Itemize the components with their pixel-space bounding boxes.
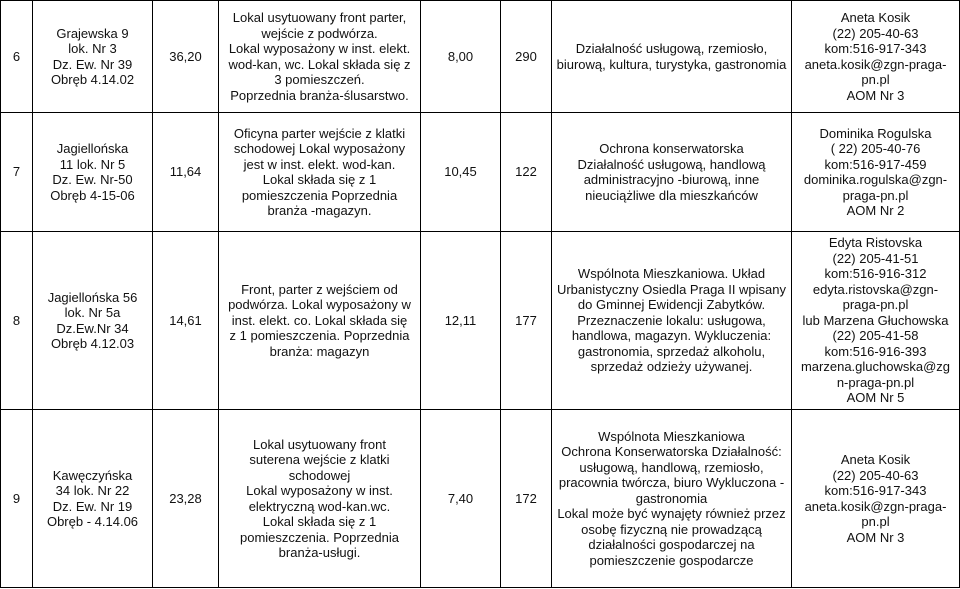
purpose-cell-line: do Gminnej Ewidencji Zabytków.: [577, 297, 766, 313]
address-cell-line: 11 lok. Nr 5: [59, 156, 126, 172]
price-cell: 172: [501, 410, 552, 588]
purpose-cell: [552, 113, 792, 232]
purpose-cell-line: pomieszczenie gospodarcze: [589, 552, 754, 568]
purpose-cell-line: gastronomia: [635, 490, 708, 506]
description-cell-line: schodowej: [288, 467, 351, 483]
description-cell-line: jest w inst. elekt. wod-kan.: [243, 156, 396, 172]
contact-cell-line: aneta.kosik@zgn-praga-: [804, 498, 947, 514]
row-number: 6: [1, 1, 33, 113]
purpose-cell-line: Urbanistyczny Osiedla Praga II wpisany: [556, 281, 787, 297]
contact-cell-line: lub Marzena Głuchowska: [802, 312, 949, 328]
price-cell: 177: [501, 232, 552, 410]
address-cell-line: Obręb 4-15-06: [50, 187, 135, 203]
purpose-cell-line: administracyjno -biurową, inne: [583, 172, 760, 187]
address-cell-line: Obręb 4.14.02: [50, 72, 135, 87]
address-cell-line: Jagiellońska: [56, 141, 129, 156]
address-cell: [33, 410, 153, 588]
address-cell-line: Kawęczyńska: [52, 467, 133, 483]
purpose-cell-line: Działalność usługową, rzemiosło,: [575, 41, 768, 56]
area-cell: 23,28: [153, 410, 219, 588]
address-cell-line: Dz.Ew.Nr 34: [56, 320, 129, 336]
area-cell: 14,61: [153, 232, 219, 410]
rate-cell: 10,45: [421, 113, 501, 232]
contact-cell-line: (22) 205-41-51: [832, 250, 919, 266]
purpose-cell-line: Wspólnota Mieszkaniowa. Układ: [577, 266, 766, 282]
contact-cell-line: kom:516-916-393: [824, 343, 927, 359]
description-cell-line: wod-kan, wc. Lokal składa się z: [228, 56, 411, 72]
description-cell: [219, 410, 421, 588]
purpose-cell-line: usługową, handlową, rzemiosło,: [579, 459, 764, 475]
description-cell-line: inst. elekt. co. Lokal składa się: [231, 312, 408, 328]
description-cell-line: Lokal wyposażony w inst. elekt.: [228, 41, 411, 56]
purpose-cell-line: nieuciążliwe dla mieszkańców: [585, 187, 758, 203]
table-row: [1, 232, 960, 410]
row-number: 9: [1, 410, 33, 588]
contact-cell-line: praga-pn.pl: [842, 187, 909, 203]
contact-cell-line: AOM Nr 5: [846, 390, 905, 406]
rate-cell: 8,00: [421, 1, 501, 113]
description-cell: [219, 113, 421, 232]
contact-cell-line: marzena.gluchowska@zg: [800, 359, 951, 375]
contact-cell-line: n-praga-pn.pl: [836, 374, 915, 390]
address-cell: [33, 232, 153, 410]
contact-cell-line: kom:516-916-312: [824, 266, 927, 282]
contact-cell-line: (22) 205-40-63: [832, 467, 919, 483]
description-cell-line: Lokal wyposażony w inst.: [246, 483, 393, 498]
table-row: [1, 113, 960, 232]
description-cell-line: Poprzednia branża-ślusarstwo.: [230, 87, 409, 103]
rate-cell: 7,40: [421, 410, 501, 588]
purpose-cell-line: Przeznaczenie lokalu: usługowa,: [577, 312, 766, 328]
area-cell: 11,64: [153, 113, 219, 232]
address-cell-line: Obręb 4.12.03: [50, 336, 135, 351]
purpose-cell-line: Lokal może być wynajęty również przez: [557, 506, 786, 522]
purpose-cell-line: pracownia twórcza, biuro Wykluczona -: [558, 475, 785, 491]
description-cell-line: 3 pomieszczeń.: [274, 72, 365, 87]
contact-cell-line: (22) 205-40-63: [832, 25, 919, 41]
contact-cell: [792, 113, 960, 232]
description-cell-line: pomieszczenia Poprzednia: [241, 187, 398, 203]
price-cell: 290: [501, 1, 552, 113]
table-row: [1, 410, 960, 588]
contact-cell-line: AOM Nr 3: [846, 529, 905, 545]
contact-cell-line: dominika.rogulska@zgn-: [803, 172, 948, 187]
contact-cell-line: kom:516-917-343: [824, 483, 927, 498]
contact-cell: [792, 232, 960, 410]
purpose-cell-line: Wspólnota Mieszkaniowa: [598, 428, 745, 444]
description-cell-line: suterena wejście z klatki: [249, 452, 390, 467]
contact-cell-line: praga-pn.pl: [842, 297, 909, 313]
purpose-cell-line: handlowa, magazyn. Wykluczenia:: [571, 328, 772, 344]
description-cell-line: pomieszczenia. Poprzednia: [240, 529, 399, 545]
description-cell-line: wejście z podwórza.: [261, 25, 378, 41]
address-cell-line: 34 lok. Nr 22: [55, 483, 130, 498]
area-cell: 36,20: [153, 1, 219, 113]
contact-cell-line: AOM Nr 3: [846, 87, 905, 103]
rate-cell: 12,11: [421, 232, 501, 410]
contact-cell-line: (22) 205-41-58: [832, 328, 919, 344]
address-cell-line: Obręb - 4.14.06: [46, 514, 139, 529]
description-cell-line: z 1 pomieszczenia. Poprzednia: [229, 328, 410, 344]
contact-cell-line: Aneta Kosik: [840, 10, 911, 25]
row-number: 8: [1, 232, 33, 410]
description-cell-line: Lokal usytuowany front: [253, 436, 386, 452]
address-cell: [33, 1, 153, 113]
description-cell-line: branża -magazyn.: [267, 203, 372, 218]
address-cell-line: lok. Nr 5a: [64, 305, 121, 320]
contact-cell-line: Edyta Ristovska: [828, 235, 923, 251]
contact-cell-line: ( 22) 205-40-76: [830, 141, 921, 156]
description-cell-line: Oficyna parter wejście z klatki: [233, 125, 406, 141]
contact-cell: [792, 1, 960, 113]
address-cell: [33, 113, 153, 232]
purpose-cell-line: działalności gospodarczej na: [588, 537, 755, 553]
purpose-cell: [552, 1, 792, 113]
contact-cell-line: AOM Nr 2: [846, 203, 905, 218]
purpose-cell-line: sprzedaż odzieży używanej.: [590, 359, 753, 375]
purpose-cell-line: biurową, kultura, turystyka, gastronomia: [556, 56, 787, 72]
purpose-cell-line: gastronomia, sprzedaż alkoholu,: [577, 343, 766, 359]
address-cell-line: lok. Nr 3: [68, 41, 117, 56]
description-cell-line: branża: magazyn: [269, 343, 370, 359]
address-cell-line: Jagiellońska 56: [47, 289, 138, 305]
purpose-cell-line: Ochrona Konserwatorska Działalność:: [561, 444, 782, 460]
contact-cell-line: aneta.kosik@zgn-praga-: [804, 56, 947, 72]
description-cell-line: Lokal usytuowany front parter,: [232, 10, 407, 25]
address-cell-line: Dz. Ew. Nr-50: [52, 172, 133, 187]
description-cell: [219, 1, 421, 113]
purpose-cell: [552, 232, 792, 410]
price-cell: 122: [501, 113, 552, 232]
description-cell-line: schodowej Lokal wyposażony: [233, 141, 406, 156]
description-cell-line: podwórza. Lokal wyposażony w: [228, 297, 411, 313]
contact-cell-line: edyta.ristovska@zgn-: [812, 281, 939, 297]
address-cell-line: Dz. Ew. Nr 39: [52, 56, 133, 72]
description-cell-line: Front, parter z wejściem od: [241, 281, 398, 297]
contact-cell-line: pn.pl: [861, 514, 890, 529]
purpose-cell-line: osobę fizyczną nie prowadzącą: [581, 521, 762, 537]
contact-cell-line: Aneta Kosik: [840, 452, 911, 467]
table-body: [1, 1, 960, 588]
contact-cell-line: kom:516-917-459: [824, 156, 927, 172]
table-row: [1, 1, 960, 113]
contact-cell: [792, 410, 960, 588]
description-cell-line: Lokal składa się z 1: [262, 172, 377, 187]
address-cell-line: Dz. Ew. Nr 19: [52, 498, 133, 514]
contact-cell-line: kom:516-917-343: [824, 41, 927, 56]
description-cell: [219, 232, 421, 410]
contact-cell-line: Dominika Rogulska: [819, 125, 932, 141]
purpose-cell-line: Działalność usługową, handlową: [577, 156, 766, 172]
row-number: 7: [1, 113, 33, 232]
description-cell-line: branża-usługi.: [278, 545, 361, 560]
address-cell-line: Grajewska 9: [56, 25, 129, 41]
contact-cell-line: pn.pl: [861, 72, 890, 87]
description-cell-line: elektryczną wod-kan.wc.: [248, 498, 391, 514]
purpose-cell: [552, 410, 792, 588]
description-cell-line: Lokal składa się z 1: [262, 514, 377, 529]
purpose-cell-line: Ochrona konserwatorska: [599, 141, 744, 156]
